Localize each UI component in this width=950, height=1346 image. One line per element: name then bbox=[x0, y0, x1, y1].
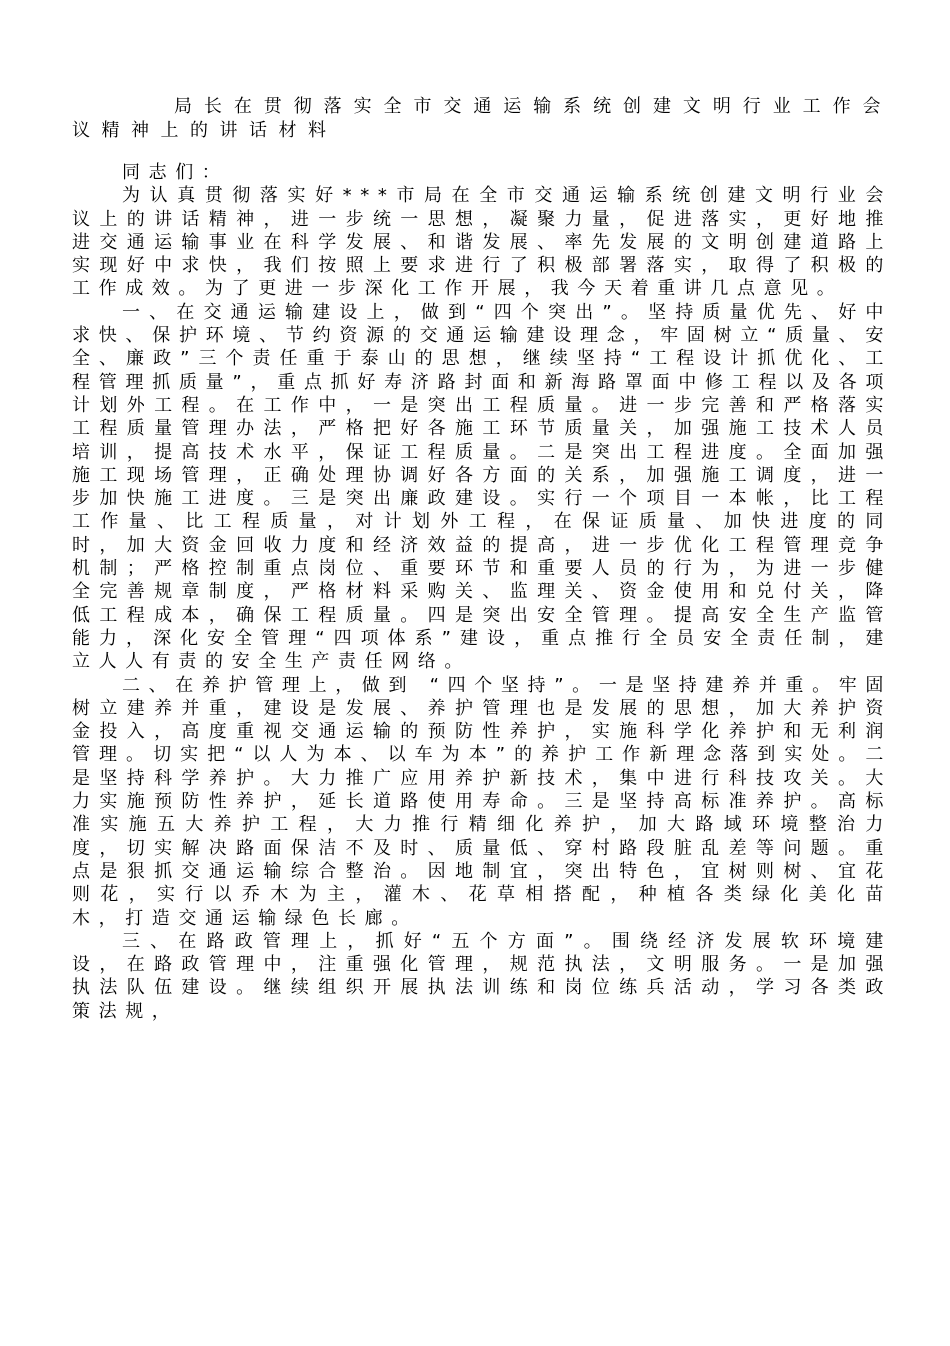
paragraph-construction: 一、在交通运输建设上，做到“四个突出”。坚持质量优先、好中求快、保护环境、节约资源的交通运输建设理念，牢固树立“质量、安全、廉政”三个责任重于泰山的思想，继续坚持“工程设计抓优化、工程管理抓质量”，重点抓好寿济路封面和新海路罩面中修工程以及各项计划外工程。在工作中，一是突出工程质量。进一步完善和严格落实工程质量管理办法，严格把好各施工环节质量关，加强施工技术人员培训，提高技术水平，保证工程质量。二是突出工程进度。全面加强施工现场管理，正确处理协调好各方面的关系，加强施工调度，进一步加快施工进度。三是突出廉政建设。实行一个项目一本帐，比工程工作量、比工程质量，对计划外工程，在保证质量、加快进度的同时，加大资金回收力度和经济效益的提高，进一步优化工程管理竞争机制；严格控制重点岗位、重要环节和重要人员的行为，为进一步健全完善规章制度，严格材料采购关、监理关、资金使用和兑付关，降低工程成本，确保工程质量。四是突出安全管理。提高安全生产监管能力，深化安全管理“四项体系”建设，重点推行全员安全责任制，建立人人有责的安全生产责任网络。 bbox=[72, 301, 892, 673]
salutation: 同志们： bbox=[122, 162, 229, 183]
document-title: 局长在贯彻落实全市交通运输系统创建文明行业工作会议精神上的讲话材料 bbox=[72, 96, 892, 141]
paragraph-road-administration: 三、在路政管理上，抓好“五个方面”。围绕经济发展软环境建设，在路政管理中，注重强化管理，规范执法，文明服务。一是加强执法队伍建设。继续组织开展执法训练和岗位练兵活动，学习各类政策法规， bbox=[72, 930, 892, 1022]
document-body bbox=[72, 161, 892, 1023]
paragraph-maintenance: 二、在养护管理上，做到 “四个坚持”。一是坚持建养并重。牢固树立建养并重，建设是发展、养护管理也是发展的思想，加大养护资金投入，高度重视交通运输的预防性养护，实施科学化养护和无利润管理。切实把“以人为本、以车为本”的养护工作新理念落到实处。二是坚持科学养护。大力推广应用养护新技术，集中进行科技攻关。大力实施预防性养护，延长道路使用寿命。三是坚持高标准养护。高标准实施五大养护工程，大力推行精细化养护，加大路域环境整治力度，切实解决路面保洁不及时、质量低、穿村路段脏乱差等问题。重点是狠抓交通运输综合整治。因地制宜，突出特色，宜树则树、宜花则花，实行以乔木为主，灌木、花草相搭配，种植各类绿化美化苗木，打造交通运输绿色长廊。 bbox=[72, 674, 892, 929]
paragraph-intro: 为认真贯彻落实好***市局在全市交通运输系统创建文明行业会议上的讲话精神，进一步统一思想，凝聚力量，促进落实，更好地推进交通运输事业在科学发展、和谐发展、率先发展的文明创建道路上实现好中求快，我们按照上要求进行了积极部署落实，取得了积极的工作成效。为了更进一步深化工作开展，我今天着重讲几点意见。 bbox=[72, 185, 892, 300]
